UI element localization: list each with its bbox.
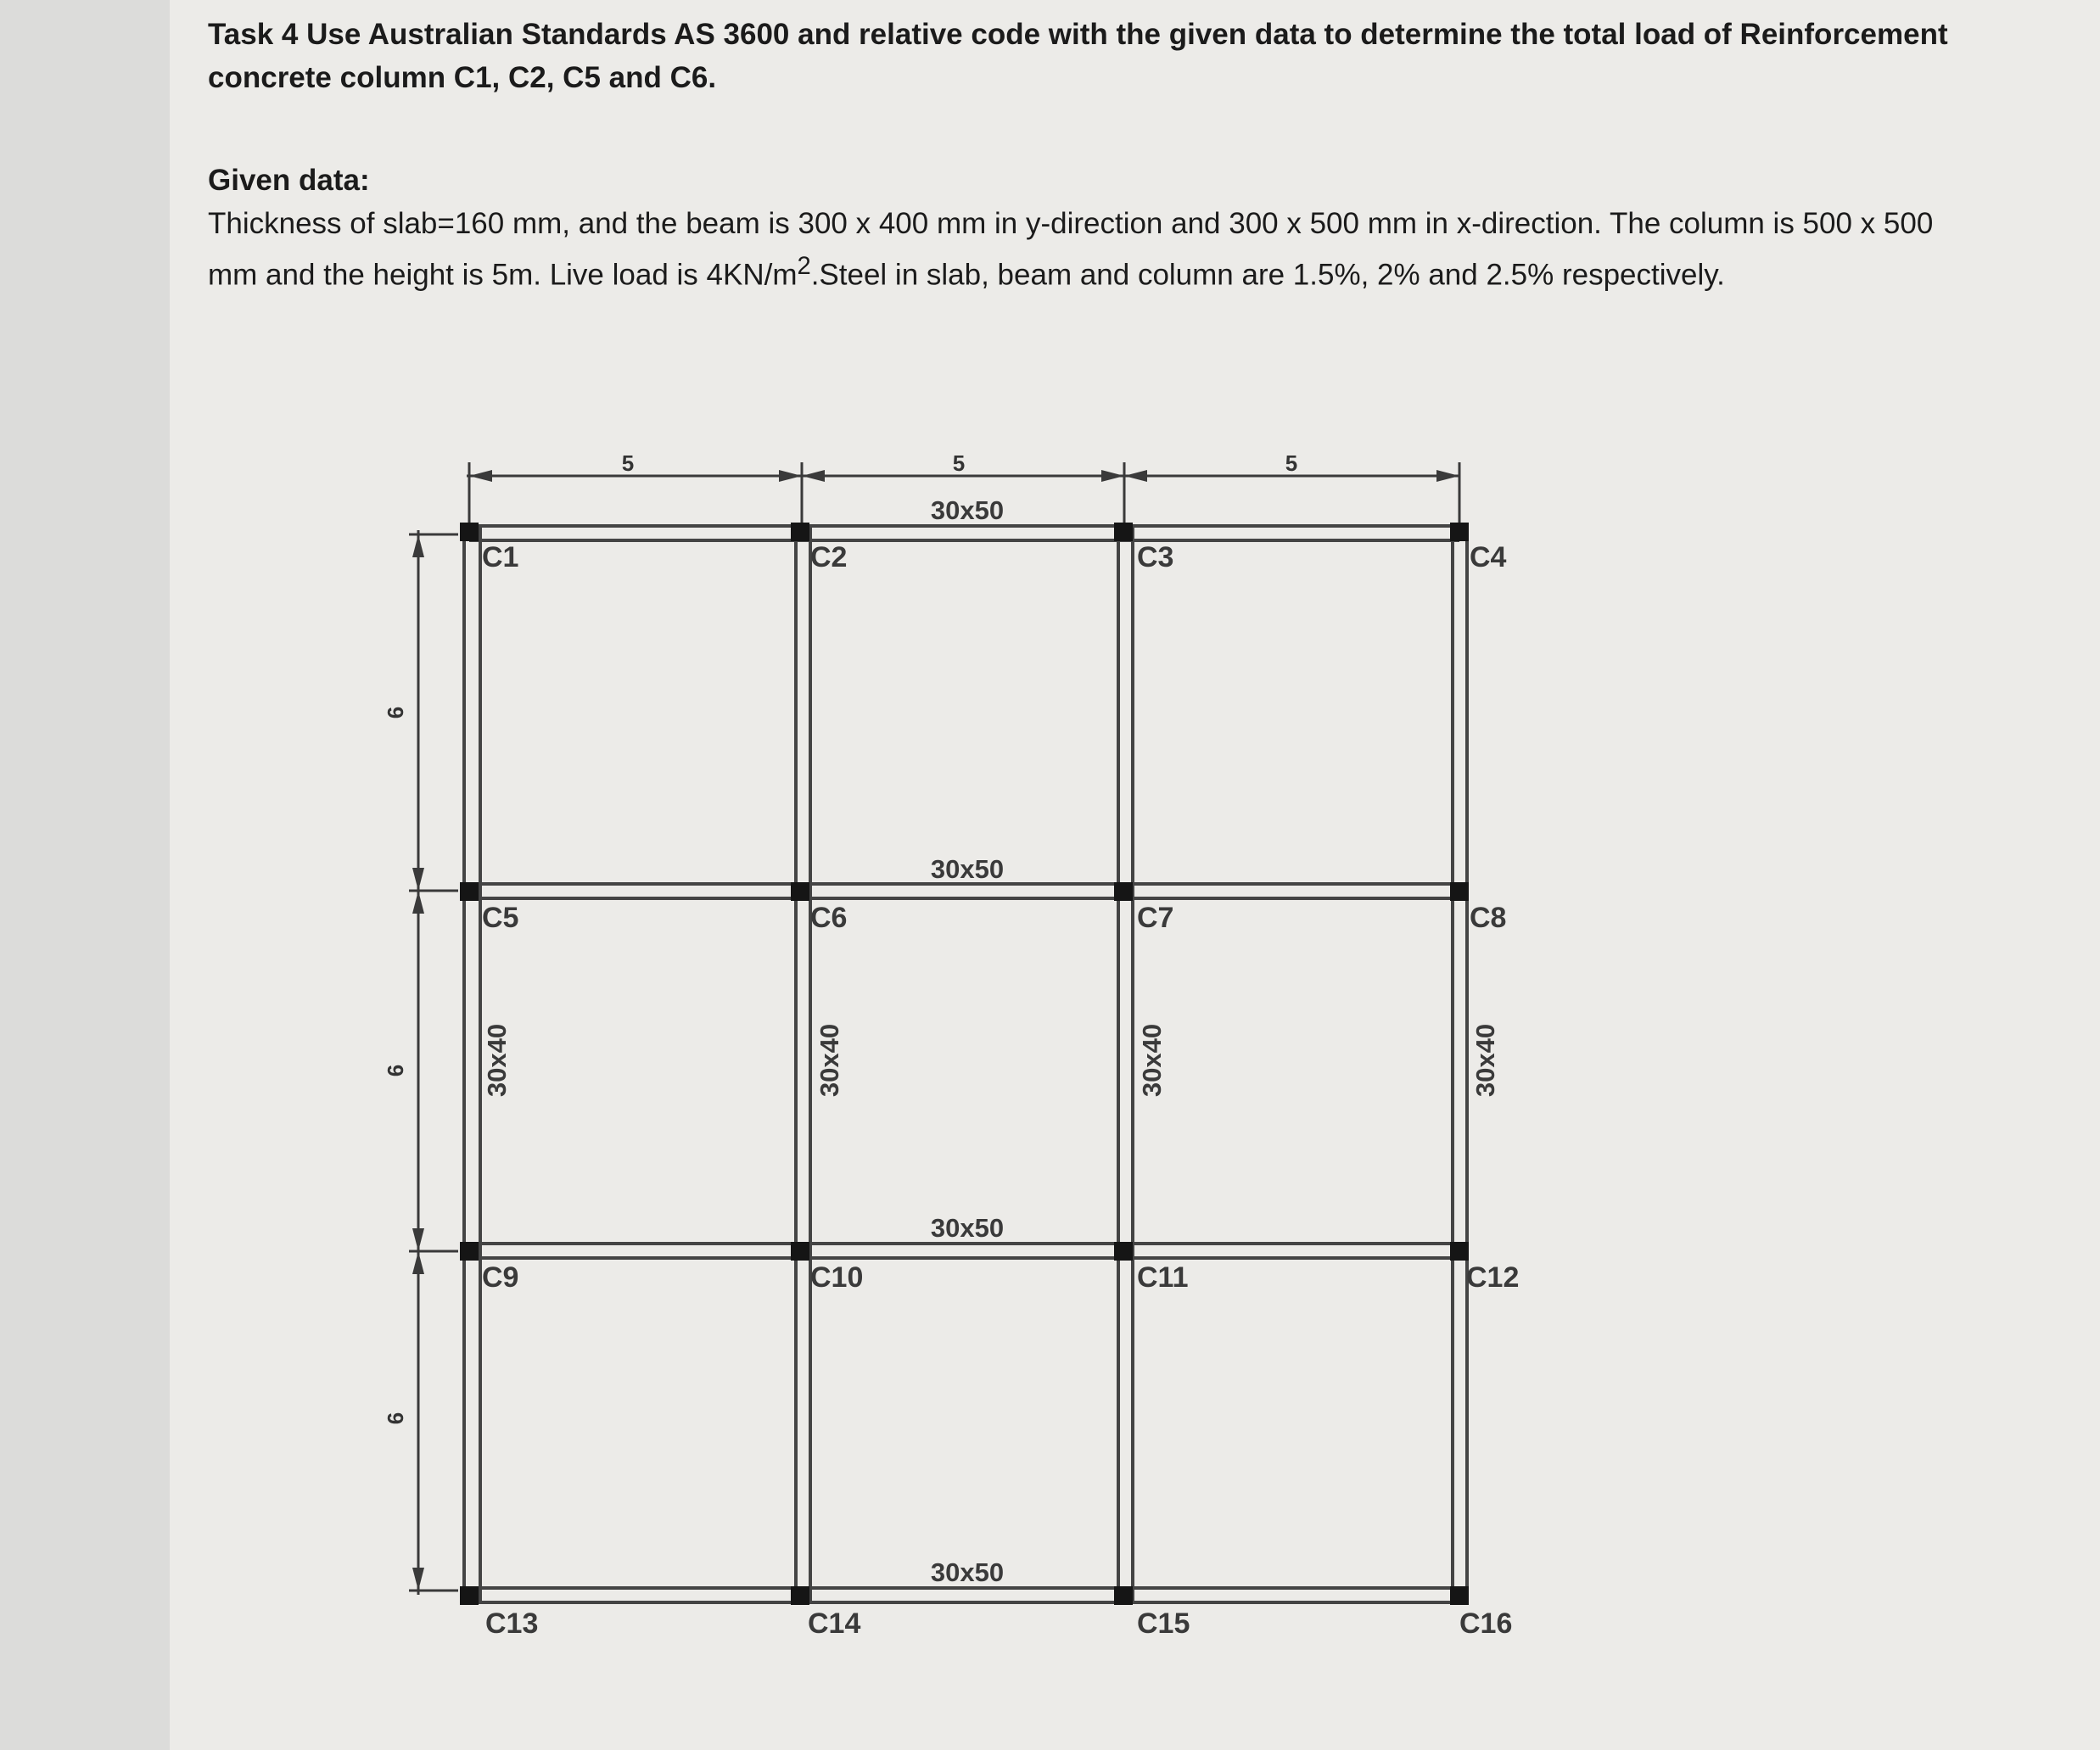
column-label-c1: C1 — [482, 541, 519, 573]
x-beam-label: 30x50 — [930, 854, 1005, 884]
x-span-dimension: 5 — [952, 450, 966, 476]
column-label-c4: C4 — [1470, 541, 1507, 573]
y-span-dimension: 6 — [383, 706, 408, 719]
given-text-part-2: .Steel in slab, beam and column are 1.5%, 2% and 2.5% respectively. — [810, 258, 1725, 292]
column-square — [1450, 1586, 1469, 1605]
column-label-c11: C11 — [1137, 1261, 1189, 1294]
column-label-c13: C13 — [485, 1607, 539, 1640]
x-beam-label: 30x50 — [930, 1213, 1005, 1243]
x-span-dimension: 5 — [1285, 450, 1298, 476]
x-span-dimension: 5 — [621, 450, 635, 476]
y-span-dimension: 6 — [383, 1064, 408, 1077]
column-square — [1450, 882, 1469, 901]
x-direction-beams — [469, 526, 1459, 1602]
given-heading: Given data: — [208, 164, 370, 197]
column-square — [1114, 523, 1133, 541]
column-label-c5: C5 — [482, 902, 519, 934]
column-square — [460, 882, 479, 901]
column-label-c16: C16 — [1459, 1607, 1513, 1640]
x-beam-label: 30x50 — [930, 1557, 1005, 1587]
column-square — [791, 1586, 809, 1605]
column-square — [1450, 1242, 1469, 1261]
column-label-c6: C6 — [810, 902, 848, 934]
y-beam-label: 30x40 — [482, 1023, 512, 1098]
given-text-part-1: Thickness of slab=160 mm, and the beam is 300 x 400 mm in y-direction and 300 x 500 mm in x-direction. The column is 500 x 500 mm and the height is 5m. Live load is 4KN/m — [208, 207, 1934, 292]
column-label-c12: C12 — [1466, 1261, 1520, 1294]
column-label-c9: C9 — [482, 1261, 519, 1294]
y-direction-beams — [464, 526, 1467, 1602]
y-beam-label: 30x40 — [815, 1023, 844, 1098]
column-square — [1114, 882, 1133, 901]
column-label-c15: C15 — [1137, 1607, 1190, 1640]
column-square — [791, 882, 809, 901]
column-label-c10: C10 — [810, 1261, 864, 1294]
column-square — [791, 1242, 809, 1261]
column-square — [791, 523, 809, 541]
column-square — [1450, 523, 1469, 541]
column-square — [1114, 1586, 1133, 1605]
superscript-2: 2 — [797, 253, 811, 280]
column-label-c3: C3 — [1137, 541, 1174, 573]
column-square — [460, 1242, 479, 1261]
column-label-c14: C14 — [808, 1607, 861, 1640]
column-square — [1114, 1242, 1133, 1261]
x-beam-label: 30x50 — [930, 495, 1005, 525]
y-beam-label: 30x40 — [1137, 1023, 1167, 1098]
column-label-c2: C2 — [810, 541, 848, 573]
column-square — [460, 1586, 479, 1605]
column-square — [460, 523, 479, 541]
y-span-dimension: 6 — [383, 1412, 408, 1425]
y-beam-label: 30x40 — [1470, 1023, 1500, 1098]
left-dimension-line — [409, 530, 458, 1595]
column-label-c8: C8 — [1470, 902, 1507, 934]
column-markers — [460, 523, 1469, 1605]
column-label-c7: C7 — [1137, 902, 1174, 934]
task-title: Task 4 Use Australian Standards AS 3600 and relative code with the given data to determine the total load of Reinforcement concrete column C1, C2, C5 and C6. — [208, 18, 1948, 94]
